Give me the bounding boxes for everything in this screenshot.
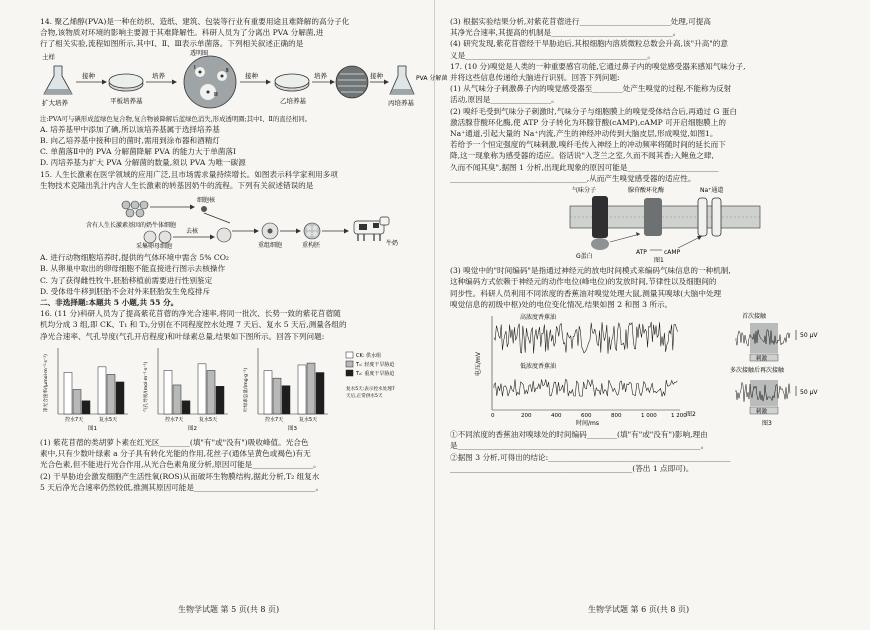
q17-sub2-line: 降,这一现象称为感受器的适应。俗话说"入芝兰之室,久而不闻其香;入鲍鱼之肆, (450, 151, 714, 161)
q16-stem-line: 16. (11 分)科研人员为了提高紫花苜蓿的净光合速率,将同一批次、长势一致的紫花苜蓿随 (40, 309, 341, 319)
chart-caption: 图1 (88, 425, 97, 432)
q17-sub3-line: 这种编码方式依赖于神经元的动作电位(峰电位)的发放时间,节律性以及细胞间的 (450, 277, 717, 287)
bar-T₁ (307, 363, 315, 414)
fig3-first-label: 首次接触 (742, 313, 767, 321)
q17-fig2-fig3 (450, 310, 834, 426)
left-page (40, 16, 448, 493)
cow-icon (354, 217, 389, 241)
q15-option: D. 受体母牛移到胚胎不会对外来胚胎发生免疫排斥 (40, 286, 211, 296)
stage1-label: 重组细胞 (258, 242, 283, 250)
q17-q1-line: 是________________________________________________________________。 (450, 441, 709, 451)
legend-note: 天后,正常供水5天 (346, 393, 383, 399)
section-heading: 二、非选择题:本题共 5 小题,共 55 分。 (40, 298, 179, 308)
y-axis-label: 叶绿素总量/(mg·g⁻¹) (244, 367, 249, 412)
somatic-cells-icon (122, 201, 148, 217)
legend-swatch (346, 352, 353, 358)
q17-q1-line: ①不同浓度的香蕉油对嗅球处的时间编码________(填"有"或"没有")影响,理由 (450, 430, 708, 440)
q17-sub2-line: Na⁺通道,引起大量的 Na⁺内流,产生的神经冲动传到大脑皮层,形成嗅觉,如图1。 (450, 129, 718, 139)
bar-CK (298, 365, 306, 414)
stage2-label: 重构胚 (302, 242, 321, 250)
channel-label: Na⁺通道 (700, 187, 724, 195)
enzyme-label: 腺苷酸环化酶 (628, 187, 665, 195)
bar-T₁ (207, 370, 215, 414)
fig2-caption: 图2 (686, 411, 696, 419)
q17-stem-line: 并将这些信息传递给大脑进行识别。回答下列问题: (450, 73, 620, 83)
x-tick-label: 800 (611, 413, 622, 420)
q17-sub1-line: (1) 从气味分子刺激鼻子内的嗅觉感受器至________处产生嗅觉的过程,不能称为反射 (450, 84, 732, 94)
x-tick-label: 600 (581, 413, 592, 420)
q14-option: D. 丙培养基为扩大 PVA 分解菌的数量,须以 PVA 为唯一碳源 (40, 158, 246, 168)
adenylyl-cyclase-icon (644, 198, 662, 236)
dish3-label: 乙培养基 (280, 96, 306, 105)
legend-swatch (346, 361, 353, 367)
culture-plate-icon (336, 66, 368, 98)
x-tick-label: 1 000 (641, 413, 657, 420)
petri-dish-icon (275, 74, 309, 91)
q15-option: B. 从卵巢中取出的卵母细胞不能直接进行图示去核操作 (40, 264, 226, 274)
soil-label: 土样 (42, 52, 55, 61)
q15-cloning-diagram (40, 191, 428, 249)
flask1-label: 扩大培养 (42, 98, 68, 107)
fig2-low-label: 低浓度香蕉油 (520, 363, 557, 371)
bar-T₂ (216, 386, 224, 414)
q17-sub3-line: 嗅觉信息的初级中枢)处的电位变化情况,结果如图 2 和图 3 所示。 (450, 299, 673, 309)
q14-option: C. 单菌落Ⅱ中的 PVA 分解菌降解 PVA 的能力大于单菌落Ⅰ (40, 147, 236, 157)
bar-T₂ (316, 372, 324, 413)
x-tick-label: 0 (491, 413, 495, 420)
flask-icon (390, 66, 414, 94)
q17-stem-line: 17. (10 分)嗅觉是人类的一种重要感官功能,它通过鼻子内的嗅觉感受器来感知气味分子, (450, 61, 746, 71)
q17-sub3-line: (3) 嗅觉中的"时间编码"是指通过神经元的放电时间模式来编码气味信息的一种机制, (450, 266, 731, 276)
result-label: PVA 分解菌 (416, 74, 448, 82)
fig2-ylabel: 电压/mV (475, 352, 482, 377)
page-footer: 生物学试题 第 6 页(共 8 页) (588, 605, 690, 614)
q14-stem-line: 14. 聚乙烯醇(PVA)是一种在纺织、造纸、建筑、包装等行业有重要用途且难降解的高分子化 (40, 17, 350, 26)
scale-label: 50 μV (800, 332, 818, 340)
nucleus-icon (201, 206, 207, 212)
g-protein-icon (591, 238, 609, 250)
q16-sub3-line: 其净光合速率,其提高的机制是________________________________。 (450, 28, 681, 38)
stim-label: 刺激 (756, 409, 768, 416)
scale-label: 50 μV (800, 389, 818, 397)
bar-CK (164, 370, 172, 414)
category-label: 复水5天 (199, 416, 218, 423)
q17-sub3-line: 同步性。科研人员利用不同浓度的香蕉油对嗅觉处理大鼠,测量其嗅球(大脑中处理 (450, 288, 722, 298)
step-label: 培养 (314, 71, 327, 80)
category-label: 控水7天 (65, 416, 84, 423)
q14-note: 注:PVA可与碘形成蓝绿色复合物,复合物被降解后蓝绿色消失,形成透明圈;其中Ⅰ、Ⅱ的直径相同。 (40, 114, 312, 123)
y-axis-label: 气孔导度/(mol·m⁻²·s⁻¹) (144, 361, 149, 412)
high-concentration-trace (494, 322, 678, 354)
enucleate-label: 去核 (186, 228, 199, 236)
q16-sub1-line: 素中,只有少数叶绿素 a 分子具有转化光能的作用,花丝子(通体呈黄色或褐色)有无 (40, 449, 311, 459)
y-axis-label: 净光合速率/(μmol·m⁻²·s⁻¹) (44, 353, 49, 412)
result-label: 牛奶 (386, 240, 399, 248)
svg-text:Ⅱ: Ⅱ (226, 67, 229, 74)
q14-flow-diagram (40, 49, 448, 112)
category-label: 控水7天 (165, 416, 184, 423)
q16-sub4-line: 义是________________________________________________。 (450, 50, 656, 60)
embryo-icon (304, 223, 320, 239)
nucleus-label: 细胞核 (197, 197, 216, 205)
category-label: 控水7天 (265, 416, 284, 423)
q17-sub2-line: (2) 嗅纤毛受到气味分子刺激时,气味分子与细胞膜上的嗅觉受体结合后,再通过 G 蛋白 (450, 106, 738, 116)
q15-stem-line: 生物技术克隆出乳汁内含人生长激素的转基因奶牛的流程。下列有关叙述错误的是 (40, 180, 314, 190)
oocyte-label: 采集卵母细胞 (136, 243, 173, 251)
q15-stem-line: 15. 人生长激素在医学领域的应用广泛,且市场需求量持续增长。如图表示科学家利用多项 (40, 169, 338, 179)
step-label: 接种 (370, 71, 383, 80)
q17-sub2-line: 激活腺苷酸环化酶,使 ATP 分子转化为环腺苷酸(cAMP),cAMP 可开启细胞膜上的 (450, 117, 726, 127)
q16-sub1-line: (1) 紫花苜蓿的类胡萝卜素在红光区________(填"有"或"没有")吸收峰值。光合色 (40, 438, 309, 448)
fig1-caption: 图1 (654, 257, 664, 265)
q17-q2-line: ________________________________________________(答出 1 点即可)。 (450, 463, 694, 473)
q16-sub3-line: (3) 根据实验结果分析,对紫花苜蓿进行________________________处理,可提高 (450, 17, 711, 26)
petri-dish-icon (109, 74, 143, 91)
bar-CK (98, 367, 106, 414)
gprotein-label: G蛋白 (576, 253, 593, 261)
legend-entry: T₁: 轻度干旱胁迫 (356, 361, 395, 368)
q16-stem-line: 机均分成 3 组,即 CK、T₁ 和 T₂,分别在不同程度控水处理 7 天后、复水 5 天后,测量各组的 (40, 320, 347, 330)
x-tick-label: 200 (521, 413, 532, 420)
fig3-caption: 图3 (762, 420, 772, 428)
legend-swatch (346, 370, 353, 376)
step-label: 培养 (152, 71, 165, 80)
bar-CK (198, 364, 206, 414)
q16-bar-charts (40, 342, 428, 434)
fig2-xlabel: 时间/ms (576, 420, 599, 428)
bar-T₁ (107, 374, 115, 414)
bar-T₁ (173, 385, 181, 414)
q17-fig1-membrane-diagram (450, 184, 834, 265)
q16-sub1-line: 光合色素,但不能进行光合作用,从光合色素角度分析,原因可能是________________。 (40, 460, 321, 470)
x-tick-label: 400 (551, 413, 562, 420)
chart-caption: 图3 (288, 425, 297, 432)
q14-option: A. 培养基甲中添加了碘,所以该培养基属于选择培养基 (40, 124, 220, 134)
flask2-label: 丙培养基 (388, 98, 414, 107)
stim-label: 刺激 (756, 356, 768, 363)
page-fold-divider (434, 0, 435, 630)
somatic-cells-label: 含有人生长激素基因的奶牛体细胞 (86, 222, 177, 230)
bar-T₂ (282, 386, 290, 414)
clear-zone-label: 透明圈 (190, 49, 209, 57)
dish1-label: 平板培养基 (110, 96, 143, 105)
q16-stem-line: 净光合速率、气孔导度(气孔开启程度)和叶绿素总量,结果如下图所示。回答下列问题: (40, 331, 325, 341)
bar-CK (264, 370, 272, 413)
q14-stem-line: 合物,该物质对环境的影响主要源于其难降解性。科研人员为了分离出 PVA 分解菌,进 (40, 28, 324, 38)
atp-label: ATP (636, 249, 647, 257)
svg-text:Ⅰ: Ⅰ (194, 64, 196, 71)
q16-sub2-line: (2) 干旱胁迫会激发细胞产生活性氧(ROS)从而破坏生物膜结构,据此分析,T₂ 组复水 (40, 471, 320, 481)
q17-sub2-line: 若给予一个恒定强度的气味刺激,嗅纤毛传入神经上的冲动频率将随时间的延长而下 (450, 140, 726, 150)
camp-label: cAMP (664, 249, 681, 257)
q17-sub2-line: ____________________________________,从而产生嗅觉感受器的适应性。 (450, 173, 696, 183)
oocyte-icon (144, 231, 171, 243)
category-label: 复水5天 (99, 416, 118, 423)
fig3-repeat-label: 多次接触后再次接触 (730, 367, 785, 375)
legend-entry: T₂: 重度干旱胁迫 (356, 370, 395, 377)
bar-T₁ (73, 389, 81, 414)
q16-sub2-line: 5 天后净光合速率仍然较低,推测其原因可能是________________________________。 (40, 482, 324, 492)
colony-plate-icon (184, 56, 236, 108)
x-tick-label: 1 200 (671, 413, 687, 420)
bar-T₁ (273, 378, 281, 414)
step-label: 接种 (245, 71, 258, 80)
right-page (450, 16, 834, 474)
q14-stem-line: 行了相关实验,流程如图所示,其中Ⅰ、Ⅱ、Ⅲ表示单菌落。下列相关叙述正确的是 (40, 39, 304, 49)
bar-CK (64, 372, 72, 413)
bar-T₂ (116, 382, 124, 414)
fig2-xticks (491, 413, 687, 419)
bar-T₂ (182, 401, 190, 414)
stimulus-shading (750, 380, 778, 406)
q17-sub2-line: 久而不闻其臭",据图 1 分析,出现此现象的原因可能是________________________ (450, 162, 719, 172)
receptor-icon (592, 196, 608, 238)
page-footer: 生物学试题 第 5 页(共 8 页) (178, 605, 280, 614)
odor-label: 气味分子 (572, 187, 597, 195)
step-label: 接种 (82, 71, 95, 80)
q16-sub4-line: (4) 研究发现,紫花苜蓿经干旱胁迫后,其根细胞内溶质微粒总数会升高,该"升高"的意 (450, 39, 728, 49)
q14-option: B. 向乙培养基中接种目的菌时,需用到涂布器和酒精灯 (40, 136, 220, 146)
bar-T₂ (82, 401, 90, 414)
q17-sub1-line: 活动,原因是________________。 (450, 95, 559, 105)
category-label: 复水5天 (299, 416, 318, 423)
fig2-high-label: 高浓度香蕉油 (520, 314, 557, 322)
flask-icon (44, 66, 72, 94)
legend-entry: CK: 供水组 (356, 352, 382, 359)
q15-option: A. 进行动物细胞培养时,提供的气体环境中需含 5% CO₂ (40, 253, 229, 263)
q15-option: C. 为了获得雌性牧牛,胚胎移植前需要进行性别鉴定 (40, 275, 213, 285)
q17-q2-line: ②据图 3 分析,可得出的结论:________________________________________________ (450, 452, 731, 462)
legend-note: 复水5天:表示控水处理7 (346, 386, 395, 392)
svg-text:Ⅲ: Ⅲ (214, 91, 218, 98)
low-concentration-trace (494, 379, 677, 396)
chart-caption: 图2 (188, 425, 197, 432)
